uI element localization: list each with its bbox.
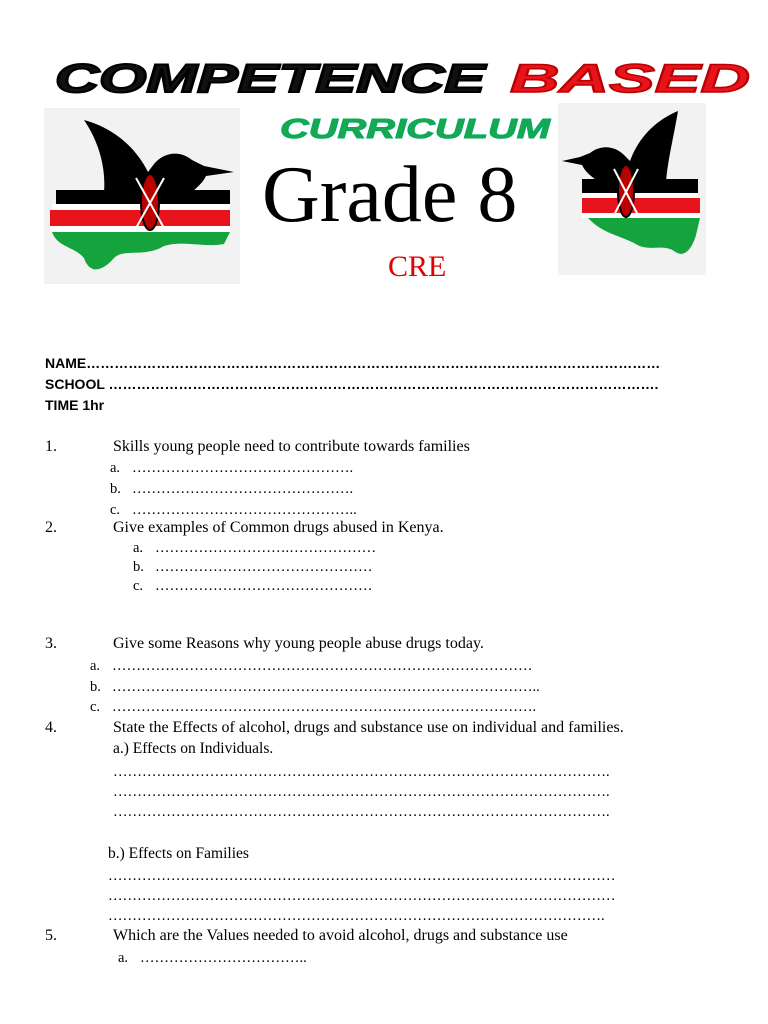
q3-option-b	[90, 677, 540, 697]
banner-curriculum	[280, 112, 560, 148]
q1-option-c	[110, 500, 357, 520]
page-title: Grade 8	[262, 151, 518, 239]
time-field: TIME 1hr	[45, 397, 105, 413]
question-number: 5.	[45, 927, 57, 944]
option-label: c.	[90, 699, 101, 715]
answer-line: ………………………………………	[155, 559, 373, 575]
answer-line: ……………………………………………………………………………	[112, 658, 533, 674]
option-label: a.	[110, 460, 121, 476]
school-field: SCHOOL ……………………………………………………………………………………………………….	[45, 376, 659, 392]
question-number: 1.	[45, 438, 57, 455]
option-label: c.	[133, 578, 144, 594]
name-field: NAME……………………………………………………………………………………………………………	[45, 355, 661, 371]
option-label: b.	[90, 679, 101, 695]
question-text: Give some Reasons why young people abuse drugs today.	[113, 635, 484, 652]
answer-line: ……………………………………………………………………………..	[112, 679, 540, 695]
option-label: b.	[110, 481, 121, 497]
kenya-dove-logo-right	[558, 103, 706, 275]
answer-line: ………………………………………..	[132, 502, 357, 518]
question-text: State the Effects of alcohol, drugs and substance use on individual and families.	[113, 719, 624, 736]
kenya-dove-logo-left	[44, 108, 240, 284]
subject-label: CRE	[388, 250, 447, 283]
banner-word-based: BASED	[510, 58, 750, 101]
answer-line: ……………………………..	[140, 950, 307, 966]
answer-line: ………………………………………	[155, 578, 373, 594]
answer-line: ……………………………………….	[132, 460, 354, 476]
q4-part-b-label: b.) Effects on Families	[108, 845, 249, 862]
option-label: a.	[118, 950, 129, 966]
q4-part-a-line-2: ………………………………………………………………………………………….	[113, 784, 610, 800]
q1-option-b	[110, 479, 353, 499]
banner-word-curriculum: CURRICULUM	[280, 113, 551, 144]
question-number: 3.	[45, 635, 57, 652]
q4-part-b-line-2: ……………………………………………………………………………………………	[108, 888, 616, 904]
q3-option-c	[90, 697, 536, 717]
q4-part-a-line-3: ………………………………………………………………………………………….	[113, 804, 610, 820]
q4-part-b-line-1: ……………………………………………………………………………………………	[108, 868, 616, 884]
question-text: Which are the Values needed to avoid alcohol, drugs and substance use	[113, 927, 568, 944]
banner-word-competence: COMPETENCE	[55, 58, 488, 101]
question-text: Give examples of Common drugs abused in Kenya.	[113, 519, 444, 536]
banner-competence-based	[55, 58, 755, 106]
option-label: a.	[90, 658, 101, 674]
q1-option-a	[110, 458, 353, 478]
q4-part-a-line-1: ………………………………………………………………………………………….	[113, 764, 610, 780]
option-label: b.	[133, 559, 144, 575]
answer-line: …………………………………………………………………………….	[112, 699, 537, 715]
q4-part-b-line-3: ………………………………………………………………………………………….	[108, 908, 605, 924]
q5-option-a	[118, 948, 307, 968]
option-label: a.	[133, 540, 144, 556]
q4-part-a-label: a.) Effects on Individuals.	[113, 740, 274, 757]
answer-line: ……………………………………….	[132, 481, 354, 497]
answer-line: ……………………….………………	[155, 540, 377, 556]
q2-option-a	[133, 538, 376, 558]
question-text: Skills young people need to contribute towards families	[113, 438, 470, 455]
q3-option-a	[90, 656, 533, 676]
q2-option-c	[133, 576, 373, 596]
question-number: 2.	[45, 519, 57, 536]
q2-option-b	[133, 557, 373, 577]
option-label: c.	[110, 502, 121, 518]
question-number: 4.	[45, 719, 57, 736]
